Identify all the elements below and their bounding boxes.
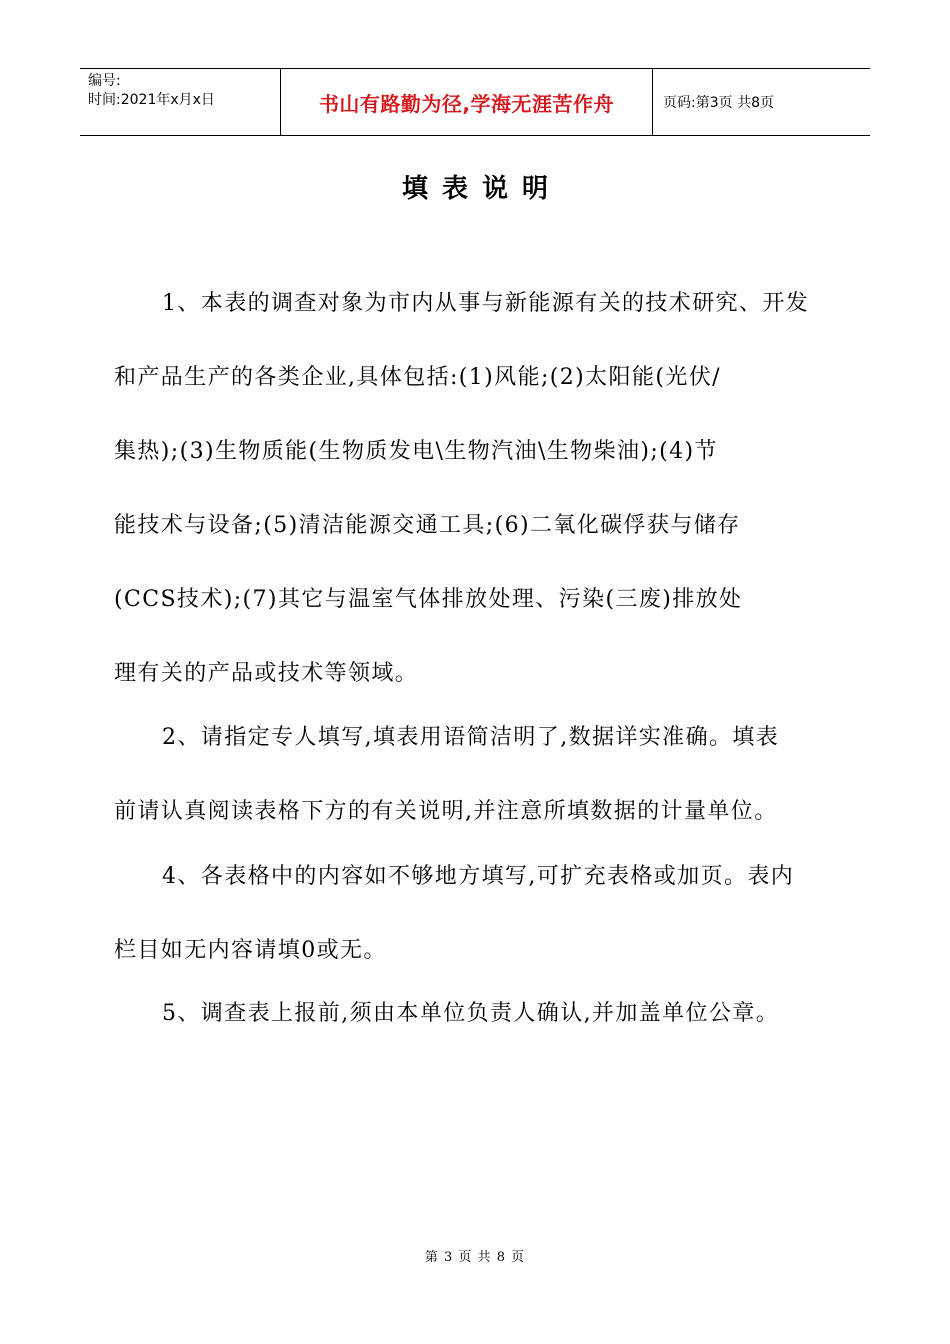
page-footer: 第 3 页 共 8 页 (424, 1250, 526, 1265)
paragraph-line: 能技术与设备;(5)清洁能源交通工具;(6)二氧化碳俘获与储存 (114, 513, 741, 538)
paragraph-line: 1、本表的调查对象为市内从事与新能源有关的技术研究、开发 (162, 291, 810, 316)
paragraph-line: 5、调查表上报前,须由本单位负责人确认,并加盖单位公章。 (162, 1001, 780, 1026)
paragraph-line: (CCS技术);(7)其它与温室气体排放处理、污染(三废)排放处 (114, 587, 743, 612)
paragraph-4 (114, 977, 844, 1051)
document-number-label: 编号: (88, 73, 121, 89)
header-meta (80, 69, 281, 135)
paragraph-line: 前请认真阅读表格下方的有关说明,并注意所填数据的计量单位。 (114, 799, 778, 824)
document-title: 填表说明 (401, 174, 562, 204)
document-time-label: 时间:2021年x月x日 (88, 92, 215, 108)
paragraph-line: 集热);(3)生物质能(生物质发电\生物汽油\生物柴油);(4)节 (114, 439, 718, 464)
paragraph-line: 栏目如无内容请填0或无。 (114, 938, 387, 963)
paragraph-2 (114, 701, 844, 849)
header-page-number: 页码:第3页 共8页 (663, 95, 774, 111)
paragraph-1 (114, 267, 844, 711)
paragraph-line: 4、各表格中的内容如不够地方填写,可扩充表格或加页。表内 (162, 864, 795, 889)
paragraph-line: 理有关的产品或技术等领域。 (114, 661, 419, 686)
page-header (80, 68, 870, 136)
paragraph-line: 2、请指定专人填写,填表用语简洁明了,数据详实准确。填表 (162, 725, 780, 750)
paragraph-3 (114, 840, 844, 988)
header-motto: 书山有路勤为径,学海无涯苦作舟 (281, 69, 653, 135)
paragraph-line: 和产品生产的各类企业,具体包括:(1)风能;(2)太阳能(光伏/ (114, 365, 721, 390)
